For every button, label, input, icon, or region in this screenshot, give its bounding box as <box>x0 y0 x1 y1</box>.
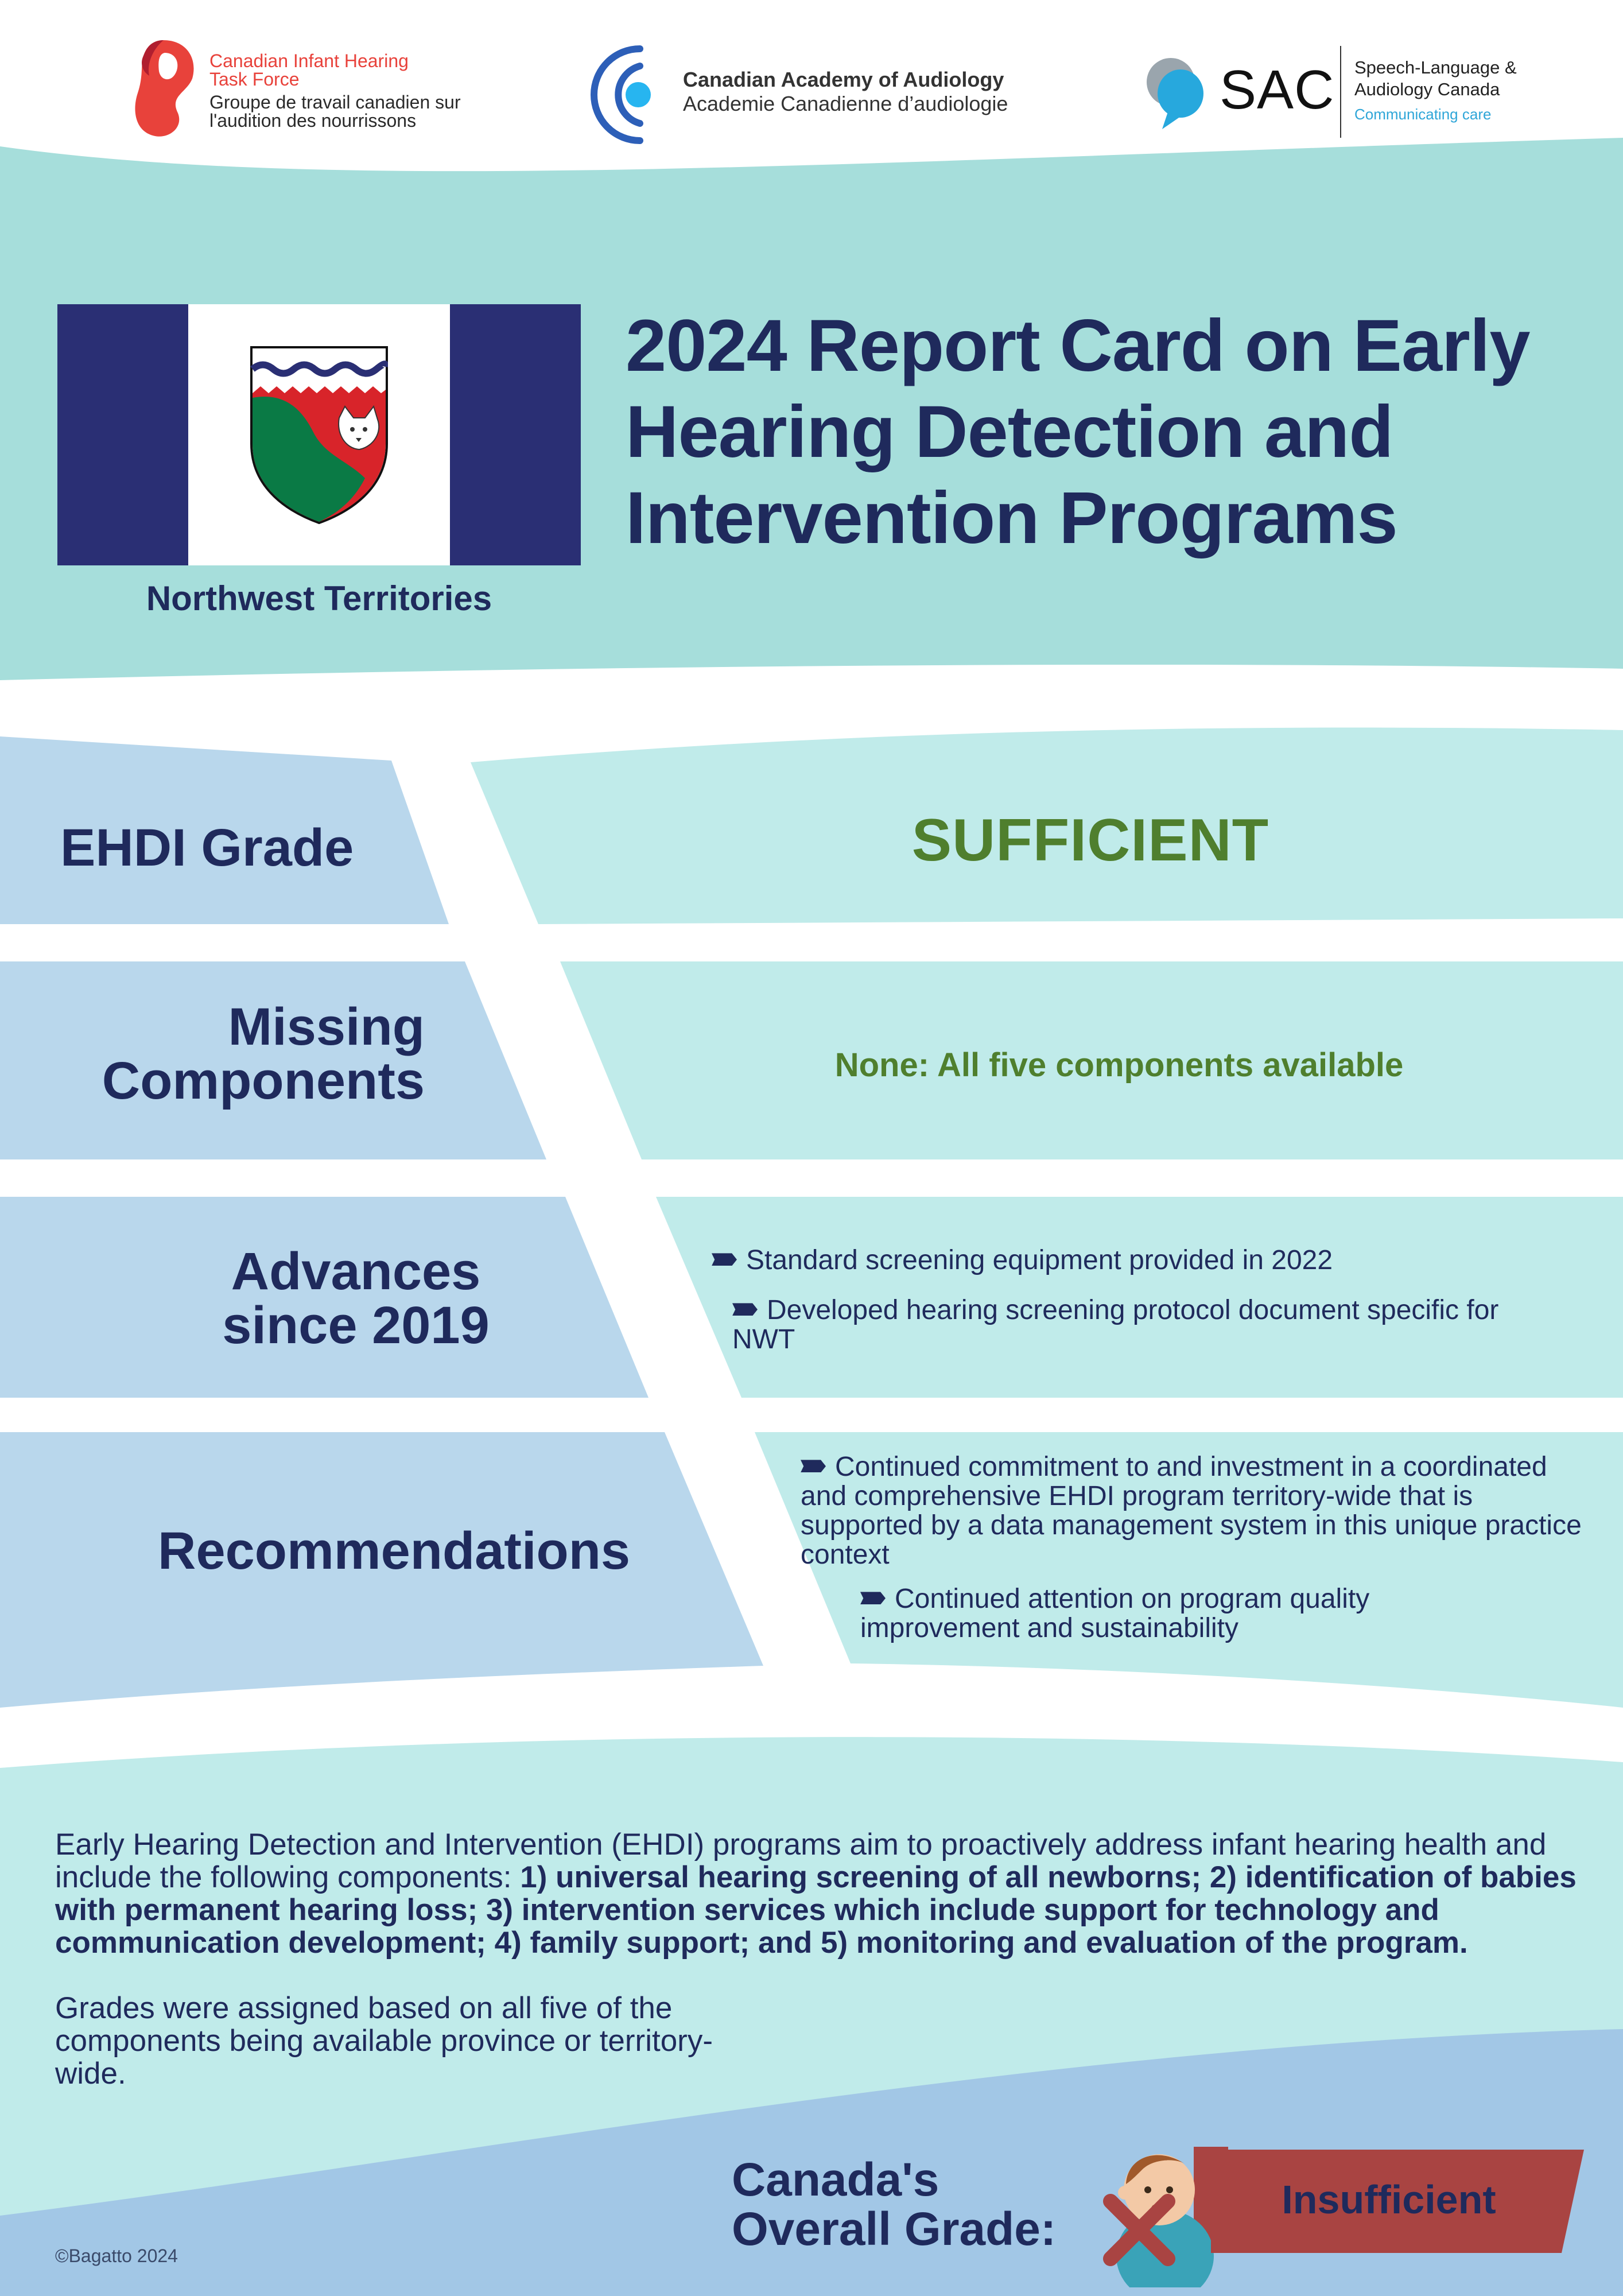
ehdi-components-text: 1) universal hearing screening of all newborns; 2) identification of babies with permanent hearing loss; 3) intervention services which include support for technology and communication development; 4) family support; and 5) monitoring and evaluation of the program. <box>55 1860 1577 1960</box>
sac-name-line1: Speech-Language & <box>1354 57 1517 77</box>
recommendation-text-2: Continued attention on program quality improvement and sustainability <box>860 1584 1370 1643</box>
caa-name-en: Canadian Academy of Audiology <box>683 68 1004 91</box>
list-item <box>712 1296 1553 1354</box>
recommendation-text-1: Continued commitment to and investment in a coordinated and comprehensive EHDI program territory-wide that is supported by a data management system in this unique practice context <box>801 1452 1582 1570</box>
bullet-arrow-icon <box>732 1303 758 1316</box>
ciht-name-fr: Groupe de travail canadien sur l'audition des nourrissons <box>209 92 461 131</box>
advances-label-text: Advances since 2019 <box>222 1242 490 1355</box>
list-item <box>801 1452 1587 1569</box>
copyright: ©Bagatto 2024 <box>55 2245 178 2266</box>
ciht-name-en: Canadian Infant Hearing Task Force <box>209 51 409 90</box>
sac-tagline: Communicating care <box>1354 106 1492 123</box>
list-item <box>801 1584 1434 1643</box>
recommendations-list <box>801 1452 1604 1643</box>
list-item <box>712 1246 1607 1275</box>
bullet-arrow-icon <box>712 1253 737 1266</box>
bullet-arrow-icon <box>860 1592 886 1604</box>
overall-grade-value: Insufficient <box>1282 2177 1496 2222</box>
grading-note: Grades were assigned based on all five of the components being available province or territory-wide. <box>55 1991 713 2091</box>
overall-grade-label: Canada's Overall Grade: <box>732 2154 1057 2255</box>
caa-name-fr: Academie Canadienne d’audiologie <box>683 92 1008 115</box>
logo-ciht <box>129 36 462 139</box>
x-mark-icon <box>1099 2190 1179 2270</box>
ehdi-grade-label: EHDI Grade <box>60 819 354 877</box>
missing-components-label-text: Missing Components <box>102 998 425 1110</box>
ehdi-description <box>55 1828 1593 1959</box>
advance-text-2: Developed hearing screening protocol document specific for NWT <box>732 1295 1499 1355</box>
page-title: 2024 Report Card on Early Hearing Detection and Intervention Programs <box>626 305 1530 559</box>
recommendations-label: Recommendations <box>158 1522 631 1580</box>
advance-text-1: Standard screening equipment provided in 2022 <box>746 1245 1333 1275</box>
nwt-flag <box>57 304 581 565</box>
logo-sac <box>1145 46 1547 144</box>
advances-list <box>712 1246 1607 1354</box>
nwt-coat-of-arms-icon <box>250 346 388 524</box>
sac-acronym: SAC <box>1220 59 1335 121</box>
bullet-arrow-icon <box>801 1460 826 1472</box>
missing-components-label <box>57 1000 425 1108</box>
ciht-ear-icon <box>129 36 198 139</box>
missing-components-value: None: All five components available <box>834 1046 1404 1084</box>
advances-label <box>172 1242 539 1355</box>
sac-speech-bubble-icon <box>1145 55 1208 141</box>
flag-left-band <box>57 304 188 565</box>
caa-ear-icon <box>585 40 660 149</box>
sac-name-line2: Audiology Canada <box>1354 79 1500 99</box>
flag-right-band <box>450 304 581 565</box>
sac-divider <box>1340 46 1341 138</box>
ehdi-grade-value: SUFFICIENT <box>911 807 1269 874</box>
ehdi-intro-text: Early Hearing Detection and Intervention (EHDI) programs aim to proactively address infant hearing health and include the following components: <box>55 1828 1547 1894</box>
territory-name: Northwest Territories <box>146 579 492 618</box>
logo-caa <box>585 40 1045 149</box>
